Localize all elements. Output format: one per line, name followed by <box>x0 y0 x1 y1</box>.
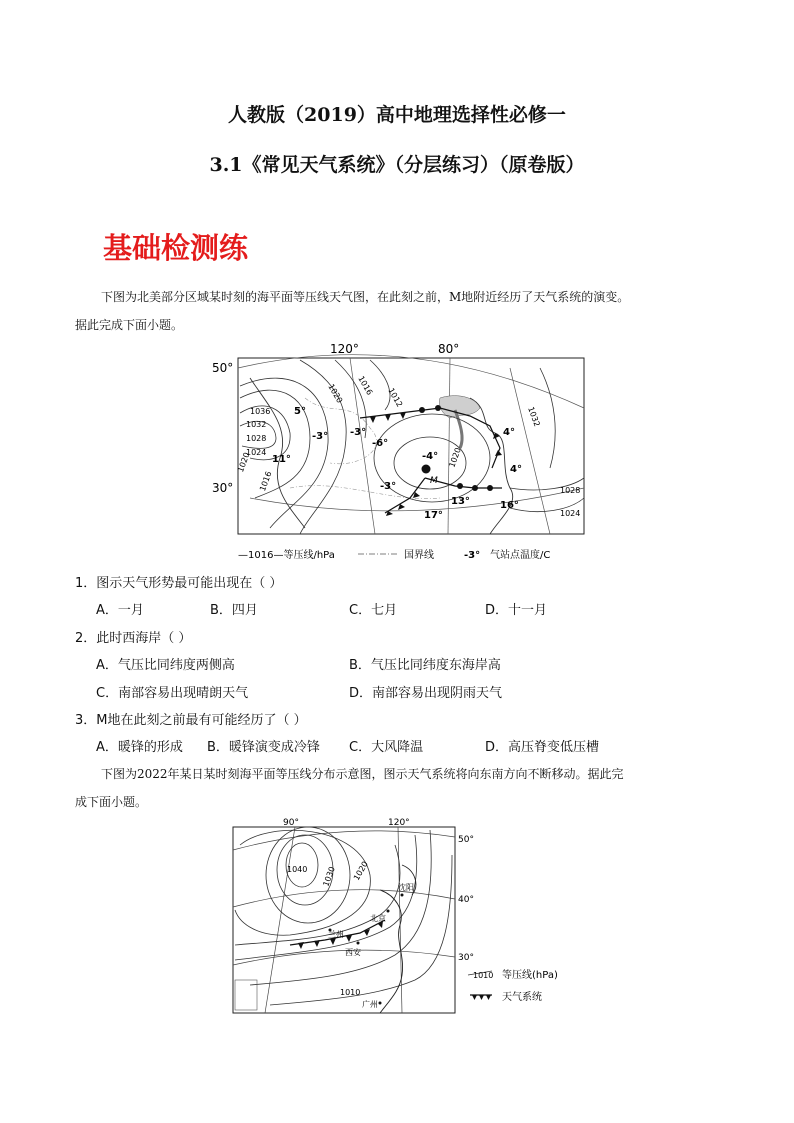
isobar-label-1024: 1024 <box>246 448 267 457</box>
q2-option-c: C．南部容易出现晴朗天气 <box>96 686 249 701</box>
temp-label-7: -3° <box>380 481 397 492</box>
map2-isobar-1020: 1020 <box>351 859 370 882</box>
map2-lon-label-120: 120° <box>388 818 410 828</box>
legend-border: 国界线 <box>404 550 434 561</box>
point-m-label: M <box>430 476 438 486</box>
q3-option-d: D．高压脊变低压槽 <box>485 740 600 755</box>
isobar-label-1028-e: 1028 <box>560 486 581 495</box>
temp-label-5: 11° <box>272 454 291 465</box>
isobar-label-1016-w: 1016 <box>258 470 274 493</box>
q1-option-d: D．十一月 <box>485 603 548 618</box>
isobar-east-1 <box>540 368 555 468</box>
legend-temp: 气站点温度/C <box>490 550 551 561</box>
temp-label-1: 5° <box>294 406 306 417</box>
section-title: 基础检测练 <box>103 231 249 265</box>
temp-label-3: -3° <box>350 427 367 438</box>
map2-lat-label-40: 40° <box>458 895 474 905</box>
temp-label-6: -4° <box>422 451 439 462</box>
intro-1-line-2: 据此完成下面小题。 <box>75 318 184 332</box>
temp-label-2: -3° <box>312 431 329 442</box>
temp-label-9: 4° <box>510 464 522 475</box>
map2-isobar-1010: 1010 <box>340 988 361 997</box>
intro-1-line-1: 下图为北美部分区域某时刻的海平面等压线天气图，在此刻之前，M地附近经历了天气系统的演变。 <box>101 290 630 304</box>
legend-temp-sample: -3° <box>464 550 481 561</box>
map2-isobar-1040: 1040 <box>287 865 308 874</box>
q2-option-b: B．气压比同纬度东海岸高 <box>349 658 501 673</box>
legend2-isobar-label: 等压线(hPa) <box>502 970 558 981</box>
map1-lake-michigan <box>455 410 462 448</box>
map2-parallel-30 <box>233 950 455 965</box>
map1-lat-label-50: 50° <box>212 361 234 375</box>
intro-2-line-2: 成下面小题。 <box>75 795 148 809</box>
q2-option-d: D．南部容易出现阴雨天气 <box>349 686 503 701</box>
map2-parallel-40 <box>233 890 455 907</box>
question-3-stem: 3．M地在此刻之前最有可能经历了（ ） <box>75 713 307 728</box>
map1-parallel-50 <box>238 355 584 408</box>
q3-option-b: B．暖锋演变成冷锋 <box>207 740 320 755</box>
map1-lon-label-80: 80° <box>438 342 460 356</box>
isobar-label-1032-e: 1032 <box>526 405 542 428</box>
intro-paragraph-1 <box>75 283 735 339</box>
city-shenyang: 沈阳 <box>398 883 414 892</box>
q1-option-a: A．一月 <box>96 603 144 618</box>
q2-option-a: A．气压比同纬度两侧高 <box>96 658 235 673</box>
isobar-label-1024-e: 1024 <box>560 509 581 518</box>
q1-option-b: B．四月 <box>210 603 258 618</box>
temp-label-8: 4° <box>503 427 515 438</box>
q3-option-a: A．暖锋的形成 <box>96 740 183 755</box>
isobar-label-1036: 1036 <box>250 407 271 416</box>
point-m-marker <box>422 465 431 474</box>
temp-label-12: 16° <box>500 500 519 511</box>
isobar-label-1032: 1032 <box>246 420 267 429</box>
city-beijing: 北京 <box>370 914 386 923</box>
map1-lon-label-120: 120° <box>330 342 359 356</box>
legend2-isobar-value: 1010 <box>473 971 494 980</box>
isobar-high-4 <box>235 830 370 935</box>
north-america-weather-map <box>210 338 590 568</box>
document-title-line1: 人教版（2019）高中地理选择性必修一 <box>228 104 566 126</box>
map2-isobar-1030: 1030 <box>321 865 337 888</box>
intro-2-line-1: 下图为2022年某日某时刻海平面等压线分布示意图，图示天气系统将向东南方向不断移动。据此完 <box>101 767 624 781</box>
map1-parallel-30 <box>250 488 584 511</box>
map1-east-coast <box>470 398 513 534</box>
question-1-stem: 1．图示天气形势最可能出现在（ ） <box>75 576 283 591</box>
city-guangzhou: 广州 <box>362 1000 378 1009</box>
isobar-1012 <box>370 360 390 410</box>
isobar-label-1012: 1012 <box>386 386 405 409</box>
city-lanzhou: 兰州 <box>328 930 344 939</box>
map2-lon-label-90: 90° <box>283 818 299 828</box>
legend2-front-label: 天气系统 <box>502 992 542 1003</box>
map1-lat-label-30: 30° <box>212 481 234 495</box>
isobar-label-1016-n: 1016 <box>356 374 375 397</box>
question-2-stem: 2．此时西海岸（ ） <box>75 631 192 646</box>
map1-meridian-80 <box>448 358 450 534</box>
intro-paragraph-2 <box>75 760 735 816</box>
legend2-front-markers <box>472 995 491 1000</box>
map2-lat-label-50: 50° <box>458 835 474 845</box>
temp-label-4: -6° <box>372 438 389 449</box>
isobar-label-1020-low: 1020 <box>447 446 463 469</box>
legend-isobar: —1016—等压线/hPa <box>238 550 335 561</box>
map2-parallel-50 <box>233 831 455 850</box>
temp-label-11: 17° <box>424 510 443 521</box>
map1-great-lakes <box>439 396 480 418</box>
isobar-high-3 <box>266 827 350 923</box>
china-isobar-map <box>230 815 560 1015</box>
q3-option-c: C．大风降温 <box>349 740 424 755</box>
temp-label-10: 13° <box>451 496 470 507</box>
map2-lat-label-30: 30° <box>458 953 474 963</box>
isobar-label-1028: 1028 <box>246 434 267 443</box>
q1-option-c: C．七月 <box>349 603 398 618</box>
document-title-line2: 3.1《常见天气系统》（分层练习）（原卷版） <box>209 154 585 176</box>
isobar-label-1020-n: 1020 <box>326 382 345 405</box>
isobar-label-1020-w: 1020 <box>236 451 252 474</box>
isobar-2 <box>235 835 417 960</box>
city-xian: 西安 <box>345 948 361 957</box>
